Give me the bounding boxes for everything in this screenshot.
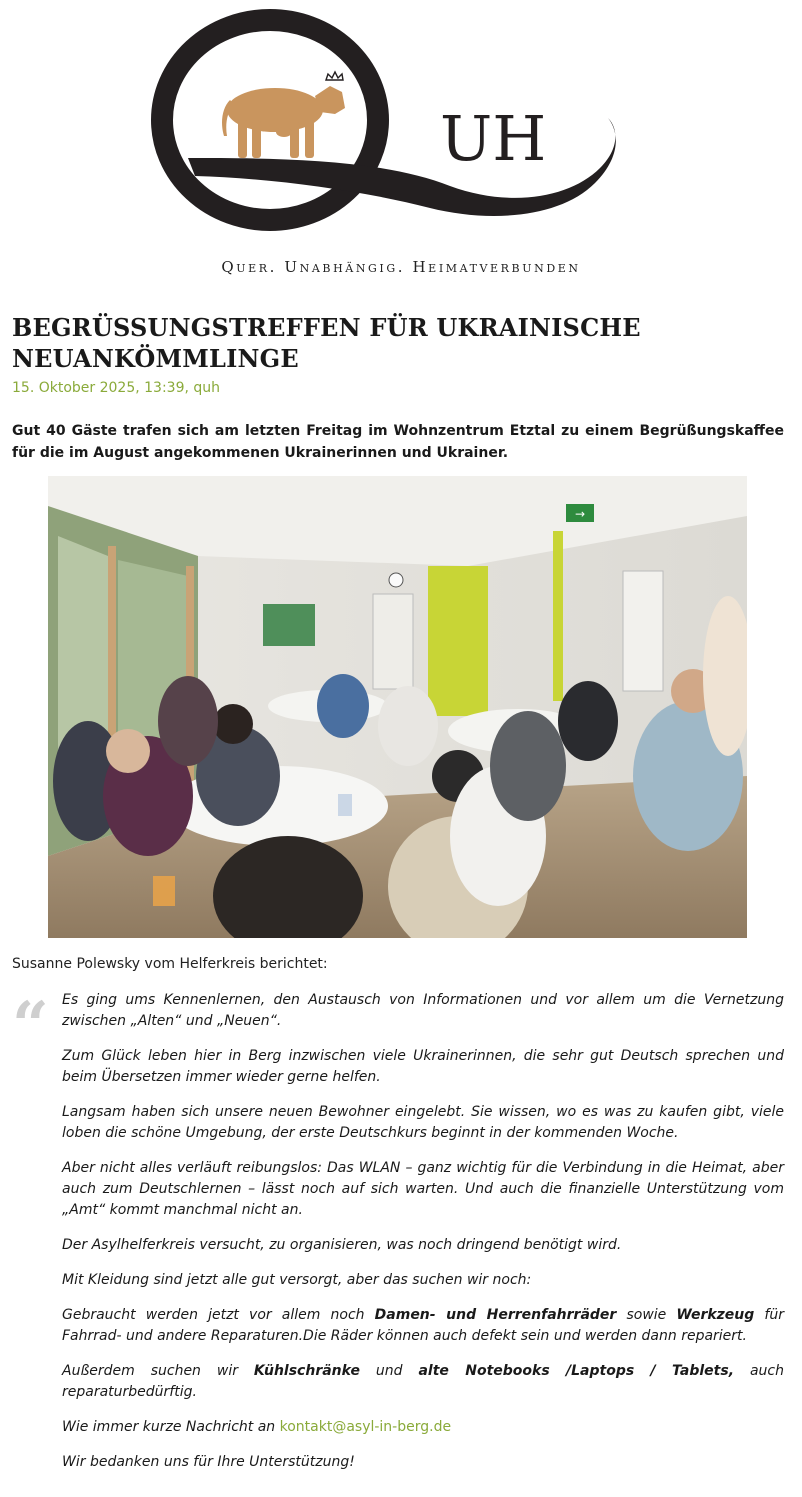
text-span: auch reparaturbedürftig. <box>62 1363 784 1400</box>
quote-paragraph: Der Asylhelferkreis versucht, zu organisieren, was noch dringend benötigt wird. <box>62 1237 622 1253</box>
text-span: sowie <box>616 1307 677 1323</box>
blockquote <box>62 990 784 1487</box>
text-span: Gebraucht werden jetzt vor allem noch <box>62 1307 375 1323</box>
text-span: Außerdem suchen wir <box>62 1363 254 1379</box>
quote-paragraph <box>62 1361 784 1403</box>
contact-email-link[interactable]: kontakt@asyl-in-berg.de <box>279 1419 452 1435</box>
article-lead: Gut 40 Gäste trafen sich am letzten Freitag im Wohnzentrum Etztal zu einem Begrüßungskaffee für die im August angekommenen Ukrainerinnen und Ukrainer. <box>12 423 784 461</box>
quote-paragraph: Langsam haben sich unsere neuen Bewohner eingelebt. Sie wissen, wo es was zu kaufen gibt, viele loben die schöne Umgebung, der erste Deutschkurs beginnt in der kommenden Woche. <box>62 1104 784 1141</box>
bold-text: alte Notebooks /Laptops / Tablets, <box>418 1363 735 1379</box>
crown-icon <box>326 72 343 80</box>
site-logo[interactable] <box>150 8 640 248</box>
article-title: BEGRÜSSUNGSTREFFEN FÜR UKRAINISCHE NEUANKÖMMLINGE <box>12 313 641 373</box>
bold-text: Kühlschränke <box>253 1363 360 1379</box>
svg-text:→: → <box>574 507 586 521</box>
quote-paragraph: Aber nicht alles verläuft reibungslos: Das WLAN – ganz wichtig für die Verbindung in die Heimat, aber auch zum Deutschlernen – lässt noch auf sich warten. Und auch die finanzielle Unterstützung vom „Amt“ kommt manchmal nicht an. <box>62 1160 784 1218</box>
article-photo <box>48 476 747 938</box>
quote-paragraph: Es ging ums Kennenlernen, den Austausch von Informationen und vor allem um die Vernetzung zwischen „Alten“ und „Neuen“. <box>62 992 784 1029</box>
quote-paragraph <box>62 1305 784 1347</box>
article-reporter: Susanne Polewsky vom Helferkreis berichtet: <box>12 956 328 972</box>
quote-paragraph: Zum Glück leben hier in Berg inzwischen viele Ukrainerinnen, die sehr gut Deutsch sprechen und beim Übersetzen immer wieder gerne helfen. <box>62 1048 784 1085</box>
quote-paragraph: Mit Kleidung sind jetzt alle gut versorgt, aber das suchen wir noch: <box>62 1272 532 1288</box>
photo-illustration <box>48 476 747 938</box>
logo-text: UH <box>440 102 547 175</box>
quote-icon: “ <box>12 988 49 1063</box>
quote-paragraph <box>62 1417 784 1438</box>
bold-text: Werkzeug <box>676 1307 755 1323</box>
article-meta: 15. Oktober 2025, 13:39, quh <box>12 380 221 396</box>
site-header <box>0 0 802 290</box>
text-span: für Fahrrad- und andere Reparaturen.Die Räder können auch defekt sein und werden dann repariert. <box>62 1307 784 1344</box>
text-span: und <box>359 1363 419 1379</box>
quote-paragraph: Wir bedanken uns für Ihre Unterstützung! <box>62 1454 355 1470</box>
bold-text: Damen- und Herrenfahrräder <box>374 1307 617 1323</box>
text-span: Wie immer kurze Nachricht an <box>62 1419 280 1435</box>
cow-icon <box>222 86 345 158</box>
site-tagline: Quer. Unabhängig. Heimatverbunden <box>221 258 581 276</box>
